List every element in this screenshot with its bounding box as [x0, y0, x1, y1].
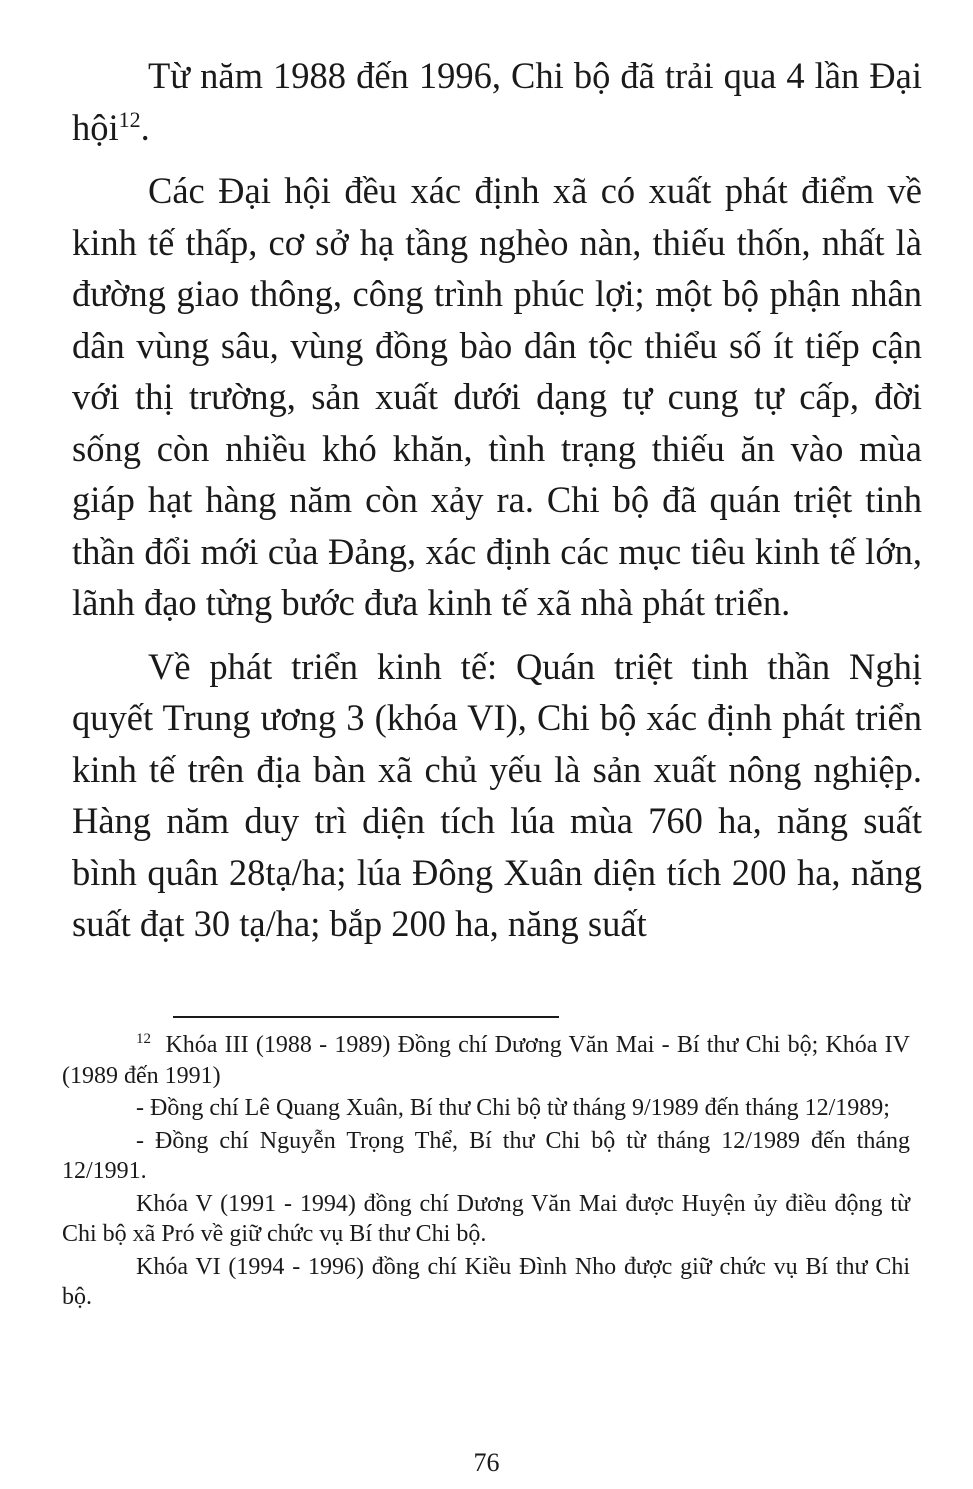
- footnote-item: - Đồng chí Lê Quang Xuân, Bí thư Chi bộ từ tháng 9/1989 đến tháng 12/1989;: [136, 1095, 890, 1121]
- footnote-item: [62, 1030, 910, 1091]
- paragraph-congress-intro: [72, 50, 922, 153]
- footnote-text: Khóa III (1988 - 1989) Đồng chí Dương Văn Mai - Bí thư Chi bộ; Khóa IV (1989 đến 1991): [62, 1032, 911, 1089]
- footnote-reference: 12: [118, 106, 141, 132]
- footnote-item: - Đồng chí Nguyễn Trọng Thể, Bí thư Chi bộ từ tháng 12/1989 đến tháng 12/1991.: [62, 1127, 910, 1184]
- paragraph-text: Từ năm 1988 đến 1996, Chi bộ đã trải qua 4 lần Đại hội: [72, 55, 922, 148]
- footnote-item: Khóa V (1991 - 1994) đồng chí Dương Văn Mai được Huyện ủy điều động từ Chi bộ xã Pró về giữ chức vụ Bí thư Chi bộ.: [62, 1190, 910, 1247]
- footnote-item: Khóa VI (1994 - 1996) đồng chí Kiều Đình Nho được giữ chức vụ Bí thư Chi bộ.: [62, 1253, 910, 1310]
- paragraph-congress-assessment: Các Đại hội đều xác định xã có xuất phát điểm về kinh tế thấp, cơ sở hạ tầng nghèo nàn, thiếu thốn, nhất là đường giao thông, công trình phúc lợi; một bộ phận nhân dân vùng sâu, vùng đồng bào dân tộc thiểu số ít tiếp cận với thị trường, sản xuất dưới dạng tự cung tự cấp, đời sống còn nhiều khó khăn, tình trạng thiếu ăn vào mùa giáp hạt hàng năm còn xảy ra. Chi bộ đã quán triệt tinh thần đổi mới của Đảng, xác định các mục tiêu kinh tế lớn, lãnh đạo từng bước đưa kinh tế xã nhà phát triển.: [72, 170, 922, 623]
- page-number: 76: [473, 1448, 500, 1477]
- footnote-marker: 12: [136, 1031, 151, 1047]
- footnotes: [62, 1030, 910, 1315]
- footnote-divider: [173, 1016, 559, 1018]
- main-text: [72, 50, 922, 962]
- paragraph-economic-development: Về phát triển kinh tế: Quán triệt tinh thần Nghị quyết Trung ương 3 (khóa VI), Chi bộ xác định phát triển kinh tế trên địa bàn xã chủ yếu là sản xuất nông nghiệp. Hàng năm duy trì diện tích lúa mùa 760 ha, năng suất bình quân 28tạ/ha; lúa Đông Xuân diện tích 200 ha, năng suất đạt 30 tạ/ha; bắp 200 ha, năng suất: [72, 645, 922, 944]
- paragraph-tail: .: [140, 106, 150, 148]
